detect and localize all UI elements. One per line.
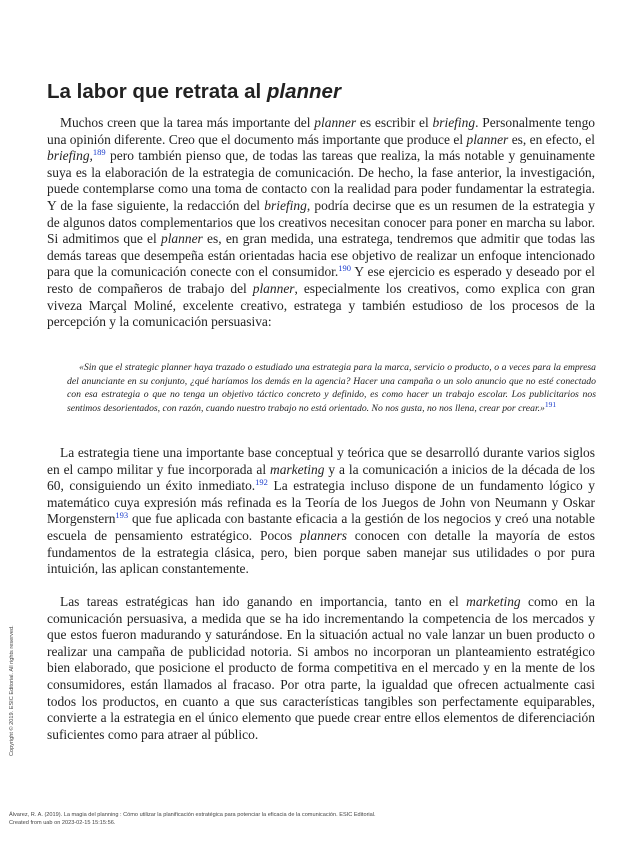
block-quote: «Sin que el strategic planner haya trazado o estudiado una estrategia para la marca, servicio o producto, o a veces para la empresa del anunciante en su conjunto, ¿qué haríamos los demás en la agencia? Hacer una campaña o un solo anuncio que no esté conectado con esa estrategia o que no tenga un objetivo táctico concreto y definido, es como hacer un trabajo escolar. Los publicitarios nos sentimos desorientados, con razón, cuando nuestro trabajo no está orientado. No nos gusta, no nos llena, crear por crear.»$^{191}$: [67, 362, 596, 414]
copyright-notice: Copyright © 2019. ESIC Editorial. All rights reserved.: [9, 625, 15, 756]
paragraph-1: Muchos creen que la tarea más importante del planner es escribir el briefing. Personalmente tengo una opinión diferente. Creo que el documento más importante que produce el planner es, en efecto, el briefing,$^{189}$ pero también pienso que, de todas las tareas que realiza, la más notable y genuinamente suya es la elaboración de la estrategia de comunicación. De hecho, la fase anterior, la investigación, puede contemplarse como una toma de contacto con la realidad para poder fundamentar la estrategia. Y de la fase siguiente, la redacción del briefing, podría decirse que es un resumen de la estrategia y de algunos datos complementarios que los creativos necesitan conocer para poner en marcha su labor. Si admitimos que el planner es, en gran medida, una estratega, tendremos que admitir que todas las demás tareas que desempeña están orientadas hacia ese objetivo de realizar un enfoque intencionado para que la comunicación conecte con el consumidor.$^{190}$ Y ese ejercicio es esperado y deseado por el resto de compañeros de trabajo del planner, especialmente los creativos, como explica con gran viveza Marçal Moliné, excelente creativo, estratega y también estudioso de los procesos de la percepción y la comunicación persuasiva:: [47, 115, 596, 330]
footnote-ref-189[interactable]: 189: [92, 147, 106, 158]
created-line: Created from uab on 2023-02-15 15:15:56.: [9, 819, 116, 826]
footnote-ref-190[interactable]: 190: [338, 263, 351, 274]
footnote-ref-192[interactable]: 192: [255, 477, 268, 488]
page-footer: [9, 812, 376, 827]
footnote-ref-193[interactable]: 193: [115, 510, 129, 521]
footnote-ref-191[interactable]: 191: [544, 399, 557, 409]
paragraph-2: La estrategia tiene una importante base conceptual y teórica que se desarrolló durante varios siglos en el campo militar y fue incorporada al marketing y a la comunicación a inicios de la década de los 60, consiguiendo un éxito inmediato.$^{192}$ La estrategia incluso dispone de un fundamento lógico y matemático cuya expresión más refinada es la Teoría de los Juegos de John von Neumann y Oskar Morgenstern$^{193}$ que fue aplicada con bastante eficacia a la gestión de los negocios y creó una notable escuela de pensamiento estratégico. Pocos planners conocen con detalle la mayoría de estos fundamentos de la estrategia clásica, pero, bien porque saben manejar sus utilidades o por pura intuición, las aplican constantemente.: [47, 445, 595, 577]
section-heading: La labor que retrata al planner: [47, 80, 341, 103]
paragraph-3: Las tareas estratégicas han ido ganando en importancia, tanto en el marketing como en la comunicación persuasiva, a medida que se ha ido incrementando la competencia de los mercados y que estos fueron madurando y saturándose. En la situación actual no vale lanzar un buen producto o realizar una campaña de publicidad notoria. Si ambos no incorporan un planteamiento estratégico bien elaborado, que posicione el producto de forma competitiva en el mercado y en la mente de los consumidores, están llamados al fracaso. Por otra parte, la igualdad que ofrecen actualmente casi todos los productos, en cuanto a que sus características tangibles son perfectamente equiparables, convierte a la estrategia en el único elemento que puede crear entre ellos elementos de diferenciación suficientes como para atraer al público.: [47, 594, 596, 742]
citation-line: Álvarez, R. A. (2019). La magia del planning : Cómo utilizar la planificación estratégica para potenciar la eficacia de la comunicación. ESIC Editorial.: [9, 812, 376, 818]
